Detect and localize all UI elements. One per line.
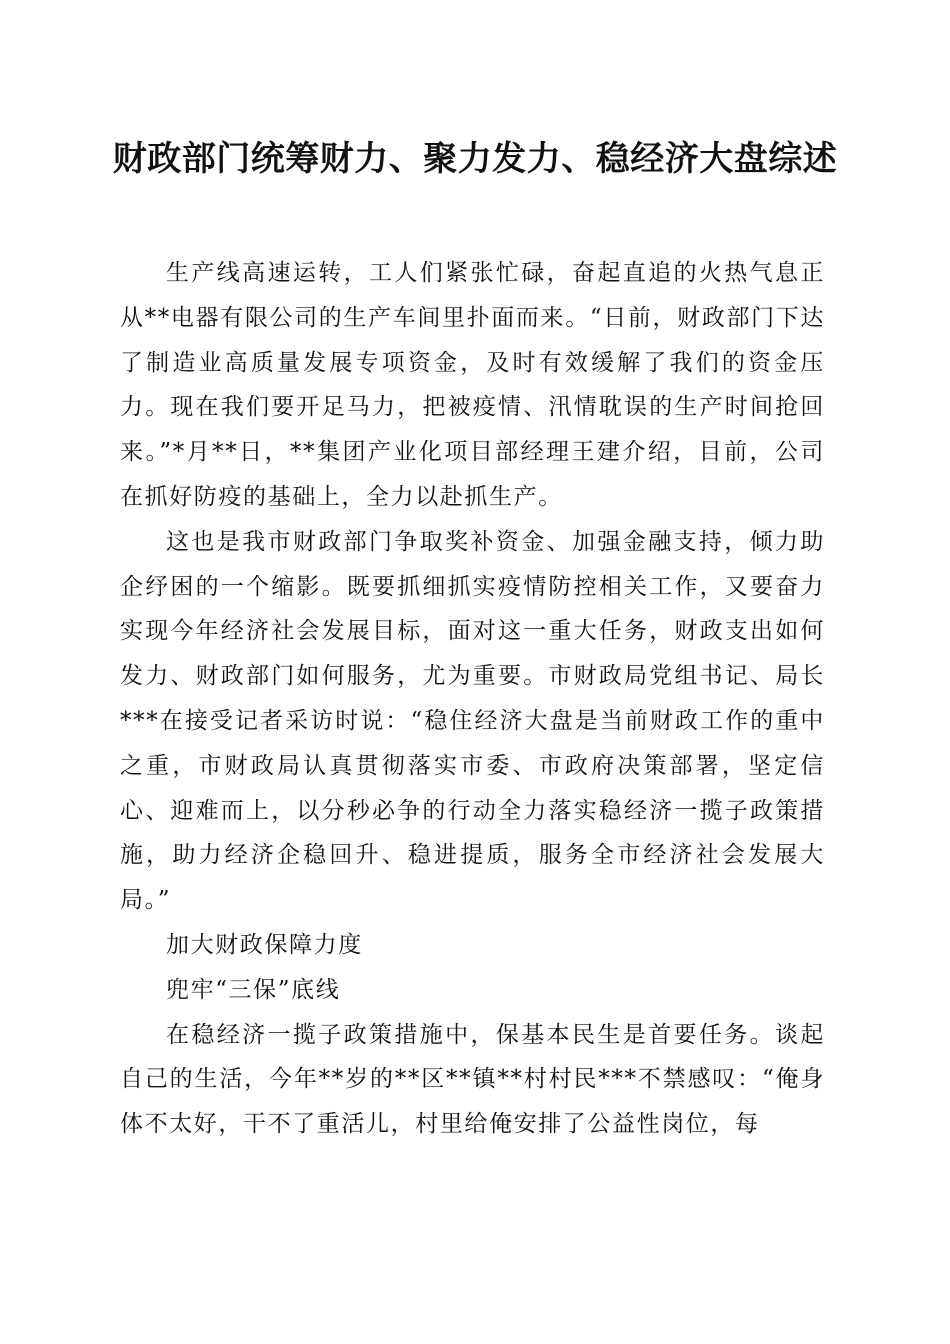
document-title: 财政部门统筹财力、聚力发力、稳经济大盘综述 (112, 139, 838, 179)
paragraph-intro: 生产线高速运转，工人们紧张忙碌，奋起直追的火热气息正从**电器有限公司的生产车间里扑面而来。“日前，财政部门下达了制造业高质量发展专项资金，及时有效缓解了我们的资金压力。现在我们要开足马力，把被疫情、汛情耽误的生产时间抢回来。”*月**日，**集团产业化项目部经理王建介绍，目前，公司在抓好防疫的基础上，全力以赴抓生产。 (120, 260, 825, 510)
paragraph-finance-support: 这也是我市财政部门争取奖补资金、加强金融支持，倾力助企纾困的一个缩影。既要抓细抓实疫情防控相关工作，又要奋力实现今年经济社会发展目标，面对这一重大任务，财政支出如何发力、财政部门如何服务，尤为重要。市财政局党组书记、局长***在接受记者采访时说：“稳住经济大盘是当前财政工作的重中之重，市财政局认真贯彻落实市委、市政府决策部署，坚定信心、迎难而上，以分秒必争的行动全力落实稳经济一揽子政策措施，助力经济企稳回升、稳进提质，服务全市经济社会发展大局。” (120, 528, 825, 914)
subheading-increase-guarantee: 加大财政保障力度 (166, 931, 363, 958)
paragraph-livelihood: 在稳经济一揽子政策措施中，保基本民生是首要任务。谈起自己的生活，今年**岁的**区**镇**村村民***不禁感叹：“俺身体不太好，干不了重活儿，村里给俺安排了公益性岗位，每 (120, 1021, 825, 1138)
subheading-three-guarantees: 兜牢“三保”底线 (166, 976, 341, 1003)
document-body (120, 251, 825, 1147)
